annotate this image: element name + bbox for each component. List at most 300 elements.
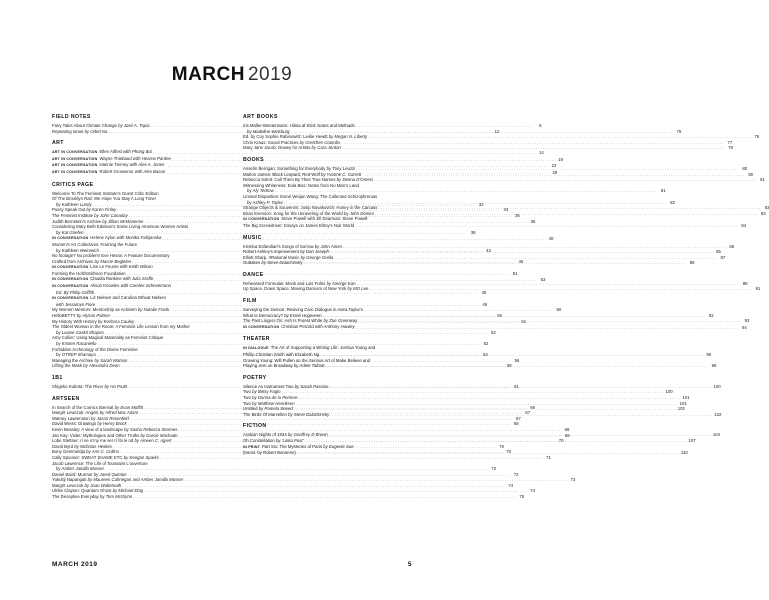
entry-page-number: 102 bbox=[714, 411, 722, 417]
entry-category: ART IN CONVERSATION bbox=[52, 150, 98, 155]
entry-page-number: 23 bbox=[551, 163, 557, 169]
toc-entry[interactable] bbox=[243, 222, 747, 229]
dot-leader bbox=[133, 494, 516, 500]
entry-page-number: 19 bbox=[558, 156, 563, 162]
entry-title: Marlon James: Black Leopard, Red Wolf bbox=[243, 171, 320, 177]
entry-page-number: 35 bbox=[514, 212, 520, 218]
entry-title: The Birds Of Marvellen bbox=[243, 411, 287, 417]
entry-author: by Marcie Begleiter bbox=[94, 258, 132, 264]
entry-page-number: 81 bbox=[660, 188, 666, 194]
entry-title: Of The Brooklyn Rail: We Hope You Stay A Long Time! bbox=[52, 196, 156, 202]
entry-category: IN CONVERSATION bbox=[52, 236, 89, 241]
entry-title: Outtakes bbox=[243, 260, 261, 266]
entry-title: (transl. by Robert Bononno) bbox=[243, 450, 296, 456]
issue-masthead bbox=[0, 64, 464, 86]
entry-author: with Alex Bacon bbox=[134, 168, 166, 174]
entry-title: Rehearsed Formulas: Monk and Lois Fuller bbox=[243, 280, 326, 286]
entry-title: Iris Müller-Westermann: Hilma af Klint: Notes and Methods bbox=[243, 123, 355, 128]
entry-page-number: 34 bbox=[503, 207, 509, 213]
entry-page-number: 14 bbox=[539, 150, 544, 156]
entry-author: by Zoe Greenway bbox=[323, 318, 358, 324]
entry-author: by Tony Leuzzi bbox=[326, 165, 356, 171]
entry-author: by Donna de la Perriere bbox=[252, 395, 298, 400]
entry-category: IN CONVERSATION bbox=[52, 277, 89, 282]
entry-author: by Kristen Racaniello bbox=[56, 341, 97, 346]
entry-page-number: 76 bbox=[754, 134, 760, 140]
entry-author: by Michael Ebig bbox=[112, 488, 144, 494]
entry-page-number: 68 bbox=[564, 426, 570, 432]
entry-category: ART IN CONVERSATION bbox=[52, 169, 98, 174]
entry-category: IN CONVERSATION bbox=[52, 265, 89, 270]
entry-page-number: 43 bbox=[486, 247, 491, 253]
toc-entry[interactable] bbox=[52, 149, 544, 156]
entry-author: by 'Linka Post' bbox=[275, 437, 304, 443]
entry-author: by Kathleen Weinreich bbox=[56, 247, 99, 253]
toc-entry[interactable] bbox=[52, 295, 232, 302]
entry-title: Oh Constellation bbox=[243, 437, 275, 443]
entry-page-number: 66 bbox=[530, 404, 536, 410]
entry-page-number: 61 bbox=[514, 383, 519, 389]
entry-title: Mary Jane Jacob: Dewey for Artists bbox=[243, 145, 311, 151]
toc-entry-text bbox=[243, 223, 354, 229]
entry-page-number: 70 bbox=[499, 443, 504, 449]
entry-author: by Deena D'Ornesi bbox=[336, 177, 373, 183]
entry-author: by Cara Jordan bbox=[311, 145, 341, 151]
entry-title: Margrit Lewczuk: Angels bbox=[52, 410, 99, 416]
dot-leader bbox=[342, 145, 725, 151]
entry-title: Jacob Lawrence: The Life of Toussaint L'ouverture bbox=[52, 460, 148, 466]
entry-title: My Women Mentors: Mentorship as Activism bbox=[52, 307, 137, 313]
entry-author: by George Kan bbox=[326, 280, 356, 286]
entry-page-number: 88 bbox=[689, 260, 695, 266]
entry-title: Lifting the Mask bbox=[52, 363, 83, 369]
entry-page-number: 76 bbox=[676, 128, 682, 134]
entry-author: by Geoffrey D Brown bbox=[287, 432, 328, 438]
entry-author: by Keegan Sparks bbox=[123, 454, 159, 460]
entry-title: Repeating Israel bbox=[52, 128, 84, 134]
entry-page-number: 40 bbox=[548, 236, 554, 242]
entry-title: Managing the Archive bbox=[52, 357, 94, 363]
toc-entry[interactable] bbox=[243, 444, 423, 451]
entry-title: No footage? No problem! Eve Hesse: A Feature Documentary bbox=[52, 253, 170, 259]
entry-page-number: 84 bbox=[741, 222, 747, 228]
toc-entry-text bbox=[243, 345, 375, 352]
section-heading: BOOKS bbox=[243, 156, 265, 163]
entry-page-number: 72 bbox=[491, 466, 497, 472]
toc-entry-text bbox=[243, 363, 324, 369]
entry-author: by Tom McGlynn bbox=[100, 494, 133, 500]
entry-author: with Alex A. Jones bbox=[129, 162, 165, 168]
entry-title: Playing Jem on Broadway bbox=[243, 363, 293, 369]
entry-author: by Evan Moffitt bbox=[114, 404, 144, 410]
toc-entry[interactable] bbox=[243, 216, 423, 223]
entry-author: by Ashley P. Taylor bbox=[247, 199, 283, 205]
entry-page-number: 78 bbox=[728, 145, 733, 151]
entry-title: Robert Ashley's Improvement bbox=[243, 249, 299, 255]
entry-title: Daniel Baird: Murmur bbox=[52, 471, 93, 477]
entry-author: by Madeline Weisburg bbox=[247, 128, 290, 134]
entry-title: Elliott Sharp, IrRational Music bbox=[243, 254, 300, 260]
toc-entry-text bbox=[243, 260, 303, 266]
entry-author: with Hearne Pardee bbox=[132, 155, 171, 161]
dot-leader bbox=[356, 325, 739, 331]
toc-entry-text bbox=[52, 494, 132, 500]
entry-page-number: 101 bbox=[679, 400, 687, 406]
entry-page-number: 45 bbox=[481, 289, 487, 295]
toc-entry-text bbox=[243, 145, 341, 151]
toc-entry-text bbox=[52, 276, 153, 283]
entry-category: IN CONVERSATION bbox=[243, 324, 280, 329]
entry-title: Two bbox=[243, 389, 251, 395]
entry-title: Wayne Thiebaud bbox=[99, 155, 132, 161]
entry-author: by Amber Jamilla Musser bbox=[56, 466, 105, 472]
entry-title: Claudia Rankine bbox=[90, 276, 122, 282]
entry-page-number: 75 bbox=[519, 494, 525, 500]
entry-author: by Sarah Passino bbox=[294, 383, 329, 389]
entry-page-number: 87 bbox=[720, 254, 726, 260]
dot-leader bbox=[304, 438, 687, 444]
entry-title: Helene Aylon bbox=[90, 235, 116, 241]
entry-category: IN CONVERSATION bbox=[52, 296, 89, 301]
entry-title: Christian Petzold bbox=[281, 323, 314, 329]
entry-page-number: 85 bbox=[729, 243, 735, 249]
entry-page-number: 50 bbox=[556, 307, 562, 313]
entry-page-number: 72 bbox=[513, 471, 519, 477]
dot-leader bbox=[355, 223, 738, 229]
entry-author: by Alfred Mac Adam bbox=[99, 410, 139, 416]
entry-title: Kevin Beasley: A view of a landscape bbox=[52, 426, 123, 432]
section-heading: MUSIC bbox=[243, 234, 262, 241]
entry-title: Watney Lawrenston bbox=[52, 415, 90, 421]
entry-title: Liz Nielsen and Carolina Wheat Nielsen bbox=[90, 295, 166, 301]
entry-title: Yukultji Napangati bbox=[52, 477, 87, 483]
entry-author: by Steve Dalachinsky bbox=[288, 411, 330, 417]
footer-page-number: 5 bbox=[407, 561, 412, 568]
entry-page-number: 96 bbox=[706, 352, 712, 358]
dot-leader bbox=[369, 286, 752, 292]
entry-author: by Betsy Fagin bbox=[252, 389, 281, 395]
entry-author: by Louise Gaskit Shapiro bbox=[56, 329, 104, 335]
entry-category: IN PRINT bbox=[243, 444, 260, 449]
section-heading: 1B1 bbox=[52, 374, 63, 381]
entry-title: Forming the Holt/Smithson Foundation bbox=[52, 270, 126, 276]
entry-author: by Kat Griefen bbox=[56, 229, 84, 235]
entry-author: by Pamela Sneed bbox=[258, 406, 293, 412]
entry-title: Anselm Berrigan: Something for Everybody bbox=[243, 165, 326, 171]
entry-page-number: 73 bbox=[570, 477, 576, 483]
entry-author: by Kechara Cauley bbox=[97, 318, 135, 324]
entry-page-number: 89 bbox=[742, 280, 748, 286]
entry-author: by Darcie Machado bbox=[140, 432, 178, 438]
entry-page-number: 80 bbox=[748, 171, 754, 177]
entry-page-number: 82 bbox=[670, 199, 675, 205]
entry-title: Up Space, Down Space: Moving Dancers of New York bbox=[243, 286, 347, 292]
entry-title: The Big Screwdriver: Essays on James Ellroy's Noir World bbox=[243, 222, 355, 228]
toc-entry[interactable] bbox=[243, 323, 747, 331]
entry-title: Amy Collier: Using Magical Materiality as Feminist Critique bbox=[52, 335, 164, 341]
entry-page-number: 36 bbox=[530, 218, 536, 224]
entry-title: Silence As Instrument Two bbox=[243, 383, 294, 389]
entry-title: Women's Art Collectives: Framing the Future bbox=[52, 241, 138, 247]
entry-author: by George Grella bbox=[300, 254, 334, 260]
masthead-year: 2019 bbox=[247, 64, 293, 85]
toc-entry-text bbox=[52, 363, 120, 369]
entry-author: by José A. Tapia bbox=[118, 123, 150, 128]
entry-title: Crafted from Archives bbox=[52, 258, 94, 264]
entry-title: Shigeko Kubota: The River bbox=[52, 383, 104, 389]
entry-title: Alison Knowles bbox=[90, 283, 120, 289]
entry-author: by Esmé Hogeveen bbox=[284, 312, 322, 318]
toc-entry[interactable] bbox=[52, 264, 232, 271]
entry-title: My History With History bbox=[52, 318, 97, 324]
entry-author: by John Canaday bbox=[94, 212, 128, 218]
toc-entry-text bbox=[243, 286, 368, 292]
entry-page-number: 107 bbox=[688, 437, 696, 443]
entry-page-number: 94 bbox=[741, 324, 747, 330]
entry-title: David Byrd bbox=[52, 443, 74, 449]
entry-author: by Jared Quinton bbox=[93, 471, 127, 477]
entry-page-number: 51 bbox=[521, 318, 527, 324]
dot-leader bbox=[325, 363, 708, 369]
entry-category: IN CONVERSATION bbox=[52, 284, 89, 289]
entry-page-number: 68 bbox=[513, 421, 519, 427]
entry-page-number: 102 bbox=[677, 406, 685, 412]
entry-author: by Nicholas Heskes bbox=[74, 443, 112, 449]
entry-author: by Karen Finley bbox=[86, 207, 117, 213]
entry-title: Chris Kraus: Social Practices bbox=[243, 139, 299, 145]
entry-category: ART IN CONVERSATION bbox=[52, 156, 98, 161]
entry-title: Brian Evenson: Song for the Unraveling of the World bbox=[243, 210, 343, 216]
entry-title: Witnessing Whiteness: Eula Biss: Notes from No Man's Land bbox=[243, 182, 359, 188]
entry-category: IN DIALOGUE bbox=[243, 346, 269, 351]
toc-entry[interactable] bbox=[243, 345, 423, 352]
entry-title: The Deceptive Everyday bbox=[52, 494, 99, 500]
section-heading: FILM bbox=[243, 298, 257, 305]
entry-page-number: 53 bbox=[540, 277, 546, 283]
section-heading: FICTION bbox=[243, 423, 267, 430]
entry-author: by Ann C. Collins bbox=[86, 449, 119, 455]
entry-page-number: 70 bbox=[506, 449, 511, 455]
entry-author: by Jason Rosenfeld bbox=[91, 415, 129, 421]
entry-title: Margrit Lewczuk bbox=[52, 482, 84, 488]
dot-leader bbox=[320, 352, 703, 358]
entry-page-number: 85 bbox=[716, 249, 721, 255]
entry-title: Arabian Nights of 1934 bbox=[243, 432, 287, 438]
entry-title: Untitled bbox=[243, 406, 258, 412]
entry-author: with Julia Sraffe bbox=[123, 276, 154, 282]
entry-title: Considering Mary Beth Edelson's Some Living American Women Artists bbox=[52, 224, 189, 230]
entry-title: Steve Powell with Jill Dearman: Steve Powell: bbox=[281, 216, 369, 222]
entry-title: Strange Objects & Souvenirs: Josip Novakovich: Honey in the Carcass bbox=[243, 205, 378, 211]
entry-author: by Dan Joseph bbox=[300, 249, 329, 255]
entry-title: David Weiss: Drawings bbox=[52, 421, 97, 427]
entry-author: by Aly Tedrow bbox=[247, 188, 274, 194]
entry-author: by John Domini bbox=[343, 210, 374, 216]
entry-title: Part Six: The Mysteries of Paris bbox=[261, 443, 323, 449]
entry-page-number: 8 bbox=[539, 123, 542, 128]
section-heading: ART bbox=[52, 140, 64, 147]
entry-title: Kristina Esfandiari's Songs of Sorrow bbox=[243, 243, 314, 249]
entry-page-number: 52 bbox=[483, 341, 489, 346]
section-heading: THEATER bbox=[243, 336, 270, 343]
entry-category: ART IN CONVERSATION bbox=[52, 163, 98, 168]
entry-title: Forbidden Archeology of the Divine Feminine bbox=[52, 346, 138, 352]
entry-page-number: 54 bbox=[482, 352, 488, 358]
entry-author: by Kathleen Lundy bbox=[56, 201, 92, 207]
entry-page-number: 46 bbox=[518, 258, 524, 264]
entry-page-number: 100 bbox=[665, 389, 673, 395]
entry-page-number: 52 bbox=[491, 329, 496, 335]
entry-page-number: 56 bbox=[514, 357, 520, 363]
entry-page-number: 49 bbox=[482, 301, 488, 307]
toc-entry[interactable] bbox=[243, 145, 733, 151]
entry-title: Welcome To The Feminist Institute's Guest Critic Edition bbox=[52, 190, 159, 196]
entry-title: Ulrike Clayton: Quantum Ghost bbox=[52, 488, 112, 494]
entry-author: by Natalie Frank bbox=[137, 307, 170, 313]
section-heading: CRITICS PAGE bbox=[52, 181, 94, 188]
entry-title: Ellen Altfest bbox=[99, 149, 122, 155]
entry-author: with Jessamyn Fiore bbox=[56, 301, 96, 307]
entry-page-number: 67 bbox=[516, 415, 521, 421]
toc-entry-text bbox=[52, 235, 161, 242]
entry-page-number: 101 bbox=[682, 395, 690, 400]
entry-author: by Megan N. Liberty bbox=[328, 134, 368, 140]
entry-page-number: 110 bbox=[680, 450, 688, 456]
entry-page-number: 58 bbox=[506, 363, 512, 369]
entry-title: Jan Kay: Violet: Mythologies and Other Truths bbox=[52, 432, 140, 438]
section-heading: DANCE bbox=[243, 271, 264, 278]
entry-author: Ed. By Philip Griffith bbox=[56, 289, 95, 295]
entry-author: with Anthony Hawley bbox=[314, 323, 355, 329]
entry-author: by Sarah Watson bbox=[94, 357, 128, 363]
entry-author: by MO Lee bbox=[347, 286, 369, 292]
entry-page-number: 80 bbox=[742, 165, 748, 171]
entry-title: The Past Lingers On: Ash Is Purest White bbox=[243, 318, 323, 324]
entry-page-number: 83 bbox=[760, 210, 766, 216]
entry-page-number: 67 bbox=[525, 410, 531, 416]
toc-entry-text bbox=[243, 444, 354, 451]
entry-title: Two bbox=[243, 395, 251, 400]
entry-page-number: 32 bbox=[478, 201, 484, 207]
toc-entry-text bbox=[52, 129, 107, 135]
entry-author: by Alexandra Dean bbox=[83, 363, 120, 369]
entry-author: with Carolee Schneemann bbox=[120, 283, 172, 289]
entry-title: Rebecca Solnit: Call Them By Their True Names bbox=[243, 177, 336, 183]
toc-entry-text bbox=[52, 295, 166, 302]
entry-title: HelloBETTY bbox=[52, 313, 76, 319]
entry-page-number: 74 bbox=[530, 488, 536, 494]
entry-author: with Phong Bui bbox=[123, 149, 152, 155]
entry-page-number: 51 bbox=[512, 270, 518, 276]
entry-title: Ed. by Coy Sophie Rabinowitz: Leslie Hewitt bbox=[243, 134, 328, 140]
dot-leader bbox=[304, 260, 687, 266]
entry-title: The Art of Supporting a Writing Life: Joshua Young and bbox=[270, 345, 376, 351]
entry-title: The Feminist Institute bbox=[52, 212, 94, 218]
entry-author: by Henry Brock bbox=[97, 421, 127, 427]
dot-leader bbox=[358, 318, 741, 324]
entry-page-number: 12 bbox=[494, 128, 500, 134]
dot-leader bbox=[374, 177, 757, 183]
entry-title: Bony Gemmeldja bbox=[52, 449, 85, 455]
entry-title: Cally Spooner: SWEAT SHAME ETC bbox=[52, 454, 123, 460]
toc-entry-text bbox=[243, 216, 368, 223]
entry-title: Judith Bernstein's Archive bbox=[52, 218, 102, 224]
dot-leader bbox=[375, 211, 758, 217]
entry-page-number: 69 bbox=[564, 432, 570, 438]
entry-author: by Eugenie Sue bbox=[323, 443, 354, 449]
dot-leader bbox=[330, 412, 713, 418]
entry-author: by OTREP Shamaya bbox=[56, 352, 96, 358]
entry-title: Phillip Christian Smith with Elizabeth Ng bbox=[243, 352, 320, 358]
toc-entry-text bbox=[52, 283, 171, 290]
dot-leader bbox=[297, 450, 680, 456]
entry-author: by Adele Talbott bbox=[293, 363, 325, 369]
section-heading: ART BOOKS bbox=[243, 114, 278, 120]
entry-title: Robert Grosvenor bbox=[99, 168, 134, 174]
toc-entry-text bbox=[243, 412, 329, 418]
entry-page-number: 91 bbox=[755, 286, 761, 292]
entry-title: Two bbox=[243, 400, 251, 406]
entry-title: Fairy Tales About Climate Change bbox=[52, 123, 117, 128]
entry-title: Surveying the Demon: Reviving Civic Dialogue in Astra Taylor's bbox=[243, 307, 363, 313]
entry-author: by Sasha Rebecca Stermes bbox=[124, 426, 178, 432]
entry-title: Liminal Disparities: Esmé Weijun Wang: The Collected Schizophrenias bbox=[243, 193, 378, 199]
toc-entry-text bbox=[243, 450, 296, 456]
entry-title: What Is Democracy? bbox=[243, 312, 283, 318]
entry-page-number: 100 bbox=[713, 383, 721, 389]
entry-author: by Joan Waltemath bbox=[84, 482, 122, 488]
entry-page-number: 92 bbox=[708, 312, 714, 318]
entry-author: by Gretchen Coombs bbox=[299, 139, 341, 145]
entry-author: with Keith Wilson bbox=[119, 264, 153, 270]
section-heading: POETRY bbox=[243, 374, 267, 381]
entry-category: IN CONVERSATION bbox=[243, 217, 280, 222]
toc-entry-text bbox=[52, 149, 152, 156]
entry-page-number: 104 bbox=[712, 432, 720, 438]
entry-author: with Monika Fabijanska bbox=[116, 235, 162, 241]
entry-author: by Oded Na bbox=[84, 128, 108, 134]
section-heading: FIELD NOTES bbox=[52, 114, 91, 120]
entry-page-number: 98 bbox=[711, 363, 717, 369]
entry-title: Hannie Tierney bbox=[99, 162, 129, 168]
entry-author: by John Amen bbox=[314, 243, 343, 249]
entry-page-number: 77 bbox=[727, 139, 733, 145]
entry-page-number: 38 bbox=[470, 229, 476, 235]
entry-author: by Jillian McManemin bbox=[102, 218, 144, 224]
entry-page-number: 74 bbox=[508, 482, 514, 488]
entry-author: by Ameen C. Ajpert bbox=[134, 438, 172, 444]
toc-entry[interactable] bbox=[52, 283, 232, 290]
toc-entry-text bbox=[52, 156, 171, 163]
toc-entry[interactable] bbox=[52, 494, 525, 500]
entry-page-number: 93 bbox=[744, 318, 750, 324]
entry-author: by Yvonne C. Garrett bbox=[321, 171, 362, 177]
masthead-month: MARCH bbox=[171, 64, 245, 85]
footer-issue-date: MARCH 2019 bbox=[52, 561, 98, 568]
entry-title: In Search of the Comics Biennal bbox=[52, 404, 114, 410]
toc-entry-text bbox=[52, 169, 165, 176]
entry-title: Growing Young: Will Pullen on the Serious Art of Make Believe and bbox=[243, 357, 371, 363]
entry-title: Lise Le Feuvre bbox=[90, 264, 119, 270]
entry-page-number: 50 bbox=[497, 313, 503, 319]
toc-entry-text bbox=[52, 162, 164, 169]
toc-entry-text bbox=[243, 324, 355, 331]
toc-entry-text bbox=[52, 264, 153, 271]
entry-author: by Ha Pruitt bbox=[104, 383, 127, 389]
entry-page-number: 83 bbox=[764, 205, 769, 211]
entry-author: by Matthew Henriksen bbox=[252, 400, 295, 406]
entry-title: The Oldest Woman in the Room: A Feminist Life Lesson from my Mother bbox=[52, 324, 190, 330]
